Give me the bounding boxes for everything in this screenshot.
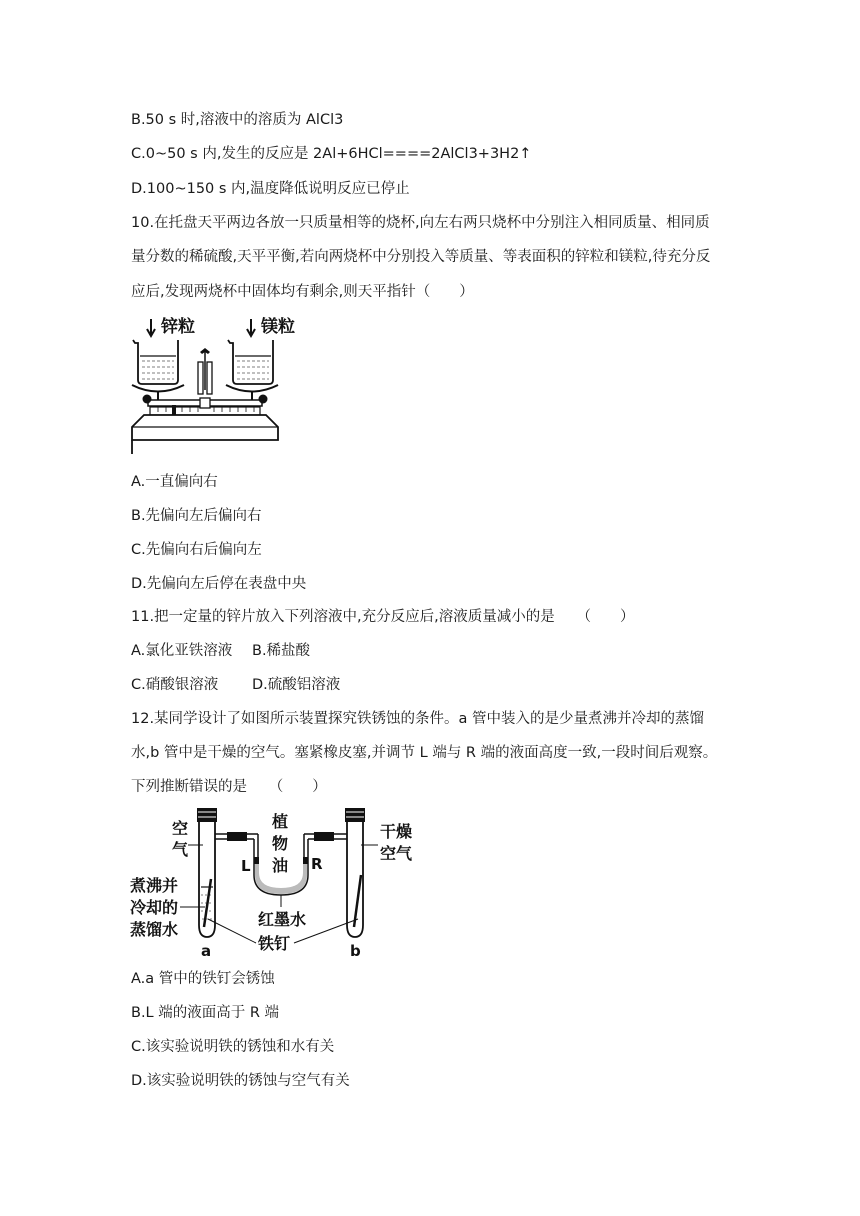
red-ink-label: 红墨水	[258, 910, 307, 929]
dry-air-label-2: 空气	[380, 844, 413, 863]
tube-a	[197, 808, 217, 937]
q12-option-a: A.a 管中的铁钉会锈蚀	[131, 971, 275, 987]
zinc-label: 锌粒	[161, 317, 195, 337]
q12-option-b: B.L 端的液面高于 R 端	[131, 1005, 280, 1021]
balance-figure	[128, 312, 303, 457]
air-label-2: 气	[172, 840, 189, 859]
tube-b	[345, 808, 365, 937]
q10-option-b: B.先偏向左后偏向右	[131, 508, 262, 524]
boiled-water-label-3: 蒸馏水	[130, 920, 179, 939]
q9-option-d: D.100~150 s 内,温度降低说明反应已停止	[131, 181, 410, 197]
tube-a-label: a	[201, 942, 212, 960]
air-label-1: 空	[172, 819, 189, 838]
q10-option-c: C.先偏向右后偏向左	[131, 542, 262, 558]
q11-option-b: B.稀盐酸	[252, 643, 311, 659]
q11-option-d: D.硫酸铝溶液	[252, 677, 341, 693]
q10-stem-line1: 10.在托盘天平两边各放一只质量相等的烧杯,向左右两只烧杯中分别注入相同质量、相同质	[131, 215, 710, 231]
q11-stem: 11.把一定量的锌片放入下列溶液中,充分反应后,溶液质量减小的是 （ ）	[131, 609, 635, 625]
l-end-label: L	[241, 857, 251, 875]
rust-experiment-figure	[128, 803, 428, 965]
q12-option-d: D.该实验说明铁的锈蚀与空气有关	[131, 1073, 350, 1089]
q11-option-c: C.硝酸银溶液	[131, 677, 219, 693]
boiled-water-label-2: 冷却的	[130, 898, 179, 917]
q10-stem-line2: 量分数的稀硫酸,天平平衡,若向两烧杯中分别投入等质量、等表面积的锌粒和镁粒,待充分反	[131, 249, 711, 265]
magnesium-label: 镁粒	[261, 317, 295, 337]
left-beaker	[133, 340, 178, 384]
r-end-label: R	[311, 855, 323, 873]
q9-option-c: C.0~50 s 内,发生的反应是 2Al+6HCl====2AlCl3+3H2↑	[131, 146, 532, 162]
q12-stem-line3: 下列推断错误的是 （ ）	[131, 779, 327, 795]
tube-b-label: b	[350, 942, 361, 960]
iron-nail-label: 铁钉	[258, 934, 291, 953]
q10-option-a: A.一直偏向右	[131, 474, 218, 490]
q9-option-b: B.50 s 时,溶液中的溶质为 AlCl3	[131, 112, 344, 128]
q10-option-d: D.先偏向左后停在表盘中央	[131, 576, 307, 592]
dry-air-label-1: 干燥	[380, 822, 413, 841]
q12-option-c: C.该实验说明铁的锈蚀和水有关	[131, 1039, 335, 1055]
boiled-water-label-1: 煮沸并	[130, 876, 179, 895]
right-beaker	[228, 340, 273, 384]
q11-option-a: A.氯化亚铁溶液	[131, 643, 233, 659]
q10-stem-line3: 应后,发现两烧杯中固体均有剩余,则天平指针（ ）	[131, 284, 474, 300]
oil-label-1: 植	[272, 812, 289, 831]
q12-stem-line1: 12.某同学设计了如图所示装置探究铁锈蚀的条件。a 管中装入的是少量煮沸并冷却的蒸馏	[131, 711, 705, 727]
oil-label-2: 物	[272, 834, 289, 853]
oil-label-3: 油	[272, 856, 289, 875]
q12-stem-line2: 水,b 管中是干燥的空气。塞紧橡皮塞,并调节 L 端与 R 端的液面高度一致,一段时间后观察。	[131, 745, 718, 761]
